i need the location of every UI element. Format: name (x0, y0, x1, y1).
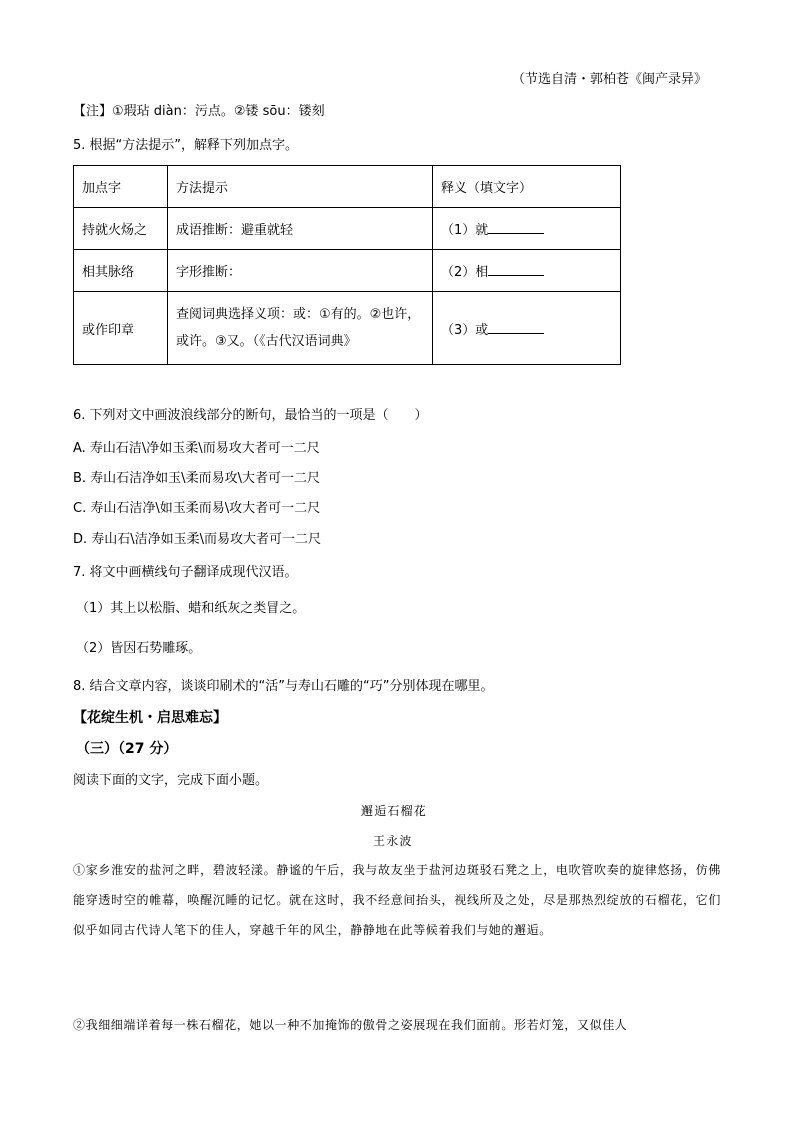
row-word: 相其脉络 (74, 250, 168, 292)
source-citation: （节选自清・郭柏苍《闽产录异》 (512, 72, 708, 87)
q5-table (73, 165, 621, 365)
article-title: 邂逅石榴花 (361, 804, 428, 818)
q6-option-b[interactable]: B. 寿山石洁净如玉\柔而易攻\大者可一二尺 (73, 471, 320, 486)
article-paragraph-2: ②我细细端详着每一株石榴花，她以一种不加掩饰的傲骨之姿展现在我们面前。形若灯笼，又似佳人 (73, 1018, 628, 1032)
table-header-row (74, 166, 621, 208)
row-word: 或作印章 (74, 292, 168, 365)
section-instruction: 阅读下面的文字，完成下面小题。 (73, 773, 269, 788)
q5-stem: 5. 根据“方法提示”，解释下列加点字。 (73, 138, 299, 153)
q6-stem: 6. 下列对文中画波浪线部分的断句，最恰当的一项是（ ） (73, 408, 428, 423)
table-row (74, 292, 621, 365)
article-author: 王永波 (373, 834, 413, 848)
row-hint: 成语推断：避重就轻 (168, 208, 433, 250)
answer-blank[interactable] (488, 263, 544, 276)
table-row (74, 208, 621, 250)
article-paragraph-1: ①家乡淮安的盐河之畔，碧波轻漾。静谧的午后，我与故友坐于盐河边斑驳石凳之上，电吹管吹奏的旋律悠扬，仿佛能穿透时空的帷幕，唤醒沉睡的记忆。就在这时，我不经意间抬头，视线所及之处，尽是那热烈绽放的石榴花，它们似乎如同古代诗人笔下的佳人，穿越千年的风尘，静静地在此等候着我们与她的邂逅。 (73, 863, 721, 937)
row-word: 持就火炀之 (74, 208, 168, 250)
row-answer: （1）就 (433, 208, 621, 250)
row-hint: 查阅词典选择义项：或：①有的。②也许，或许。③又。（《古代汉语词典》 (168, 292, 433, 365)
answer-blank[interactable] (488, 221, 544, 234)
table-row (74, 250, 621, 292)
q6-option-c[interactable]: C. 寿山石洁净\如玉柔而易\攻大者可一二尺 (73, 501, 321, 516)
section-heading: 【花绽生机・启思难忘】 (73, 710, 227, 726)
q6-option-d[interactable]: D. 寿山石\洁净如玉柔\而易攻大者可一二尺 (73, 532, 322, 547)
q7-item-2: （2）皆因石势雕琢。 (76, 641, 202, 656)
answer-blank[interactable] (488, 321, 544, 334)
row-answer: （2）相 (433, 250, 621, 292)
row-hint: 字形推断： (168, 250, 433, 292)
q7-stem: 7. 将文中画横线句子翻译成现代汉语。 (73, 565, 298, 580)
q7-item-1: （1）其上以松脂、蜡和纸灰之类冒之。 (76, 601, 306, 616)
section-part: （三）（27 分） (76, 741, 178, 757)
row-answer: （3）或 (433, 292, 621, 365)
header-word: 加点字 (74, 166, 168, 208)
q6-option-a[interactable]: A. 寿山石洁\净如玉柔\而易攻大者可一二尺 (73, 441, 320, 456)
header-hint: 方法提示 (168, 166, 433, 208)
header-answer: 释义（填文字） (433, 166, 621, 208)
annotation-note: 【注】①瑕玷 diàn：污点。②镂 sōu：镂刻 (73, 104, 325, 119)
q8-stem: 8. 结合文章内容，谈谈印刷术的“活”与寿山石雕的“巧”分别体现在哪里。 (73, 679, 494, 694)
